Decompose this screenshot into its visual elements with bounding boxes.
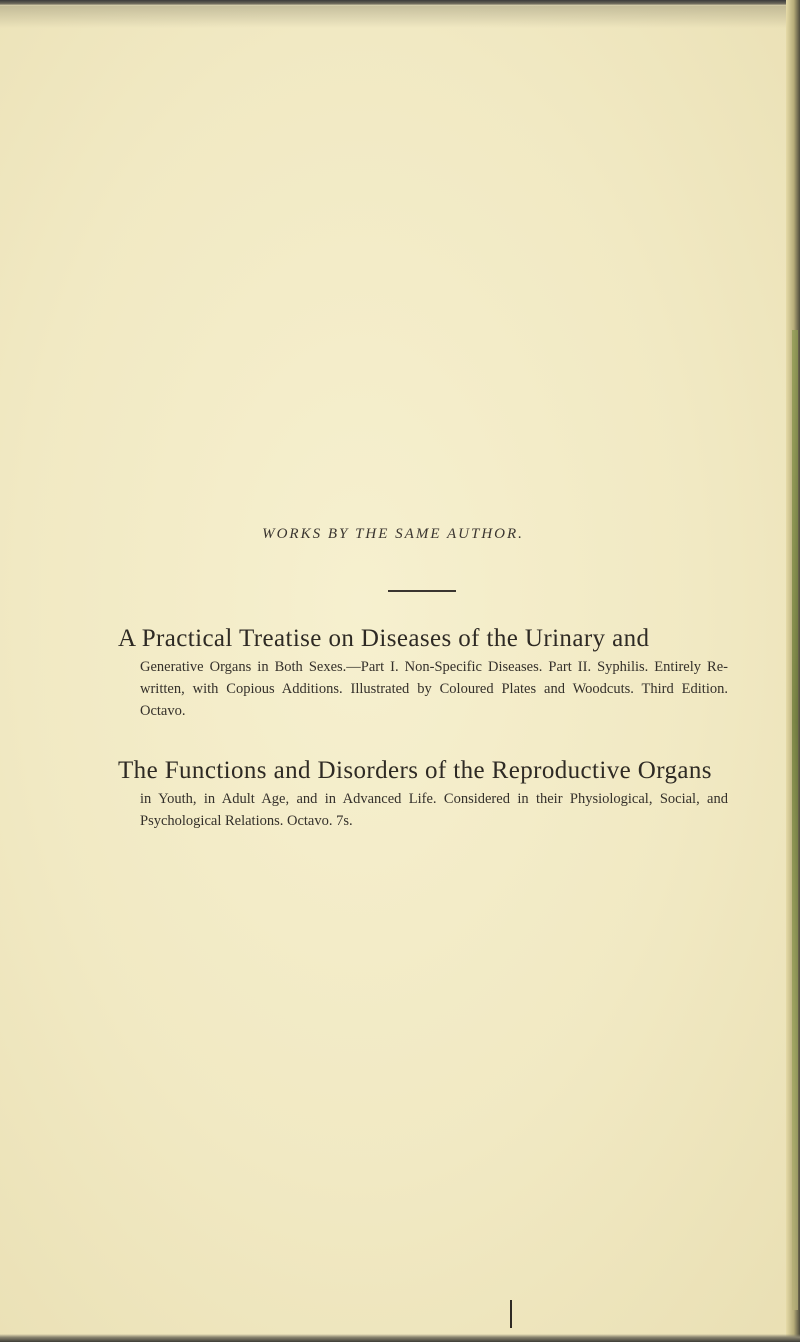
book-entry-1 [118, 622, 728, 722]
book-entry-2-description: in Youth, in Adult Age, and in Advanced Life. Considered in their Physiological, Social, and Psychological Relations. Octavo. 7s. [140, 791, 728, 829]
book-entry-2 [118, 754, 728, 832]
book-entry-1-description: Generative Organs in Both Sexes.—Part I. Non-Specific Diseases. Part II. Syphilis. Entirely Re-written, with Copious Additions. Illustrated by Coloured Plates and Woodcuts. Third Edition. Octavo. [140, 659, 728, 719]
page-mark [510, 1300, 512, 1328]
page-heading: WORKS BY THE SAME AUTHOR. [262, 526, 524, 542]
book-entry-1-title: A Practical Treatise on Diseases of the Urinary and [118, 625, 650, 652]
book-entry-2-title: The Functions and Disorders of the Reproductive Organs [118, 757, 712, 784]
heading-rule [388, 590, 456, 592]
page-bottom-edge [0, 1334, 800, 1342]
page-top-shadow [0, 6, 800, 28]
page-right-binding [792, 330, 798, 1310]
